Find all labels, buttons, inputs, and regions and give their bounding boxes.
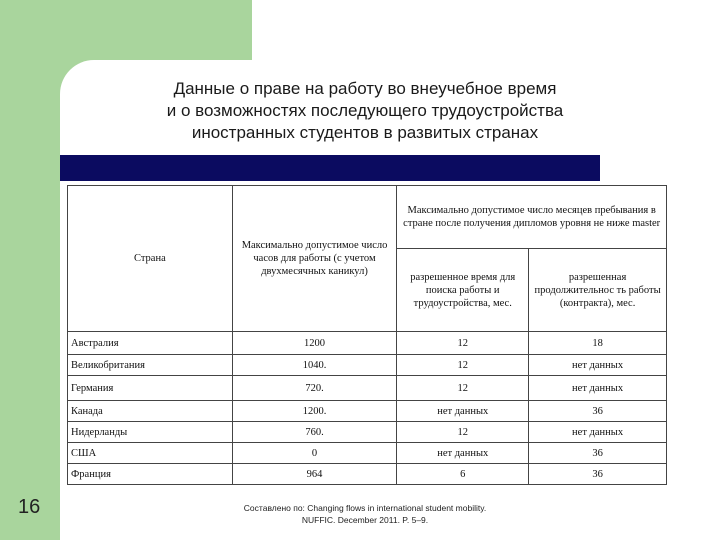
header-hours: Максимально допустимое число часов для работы (с учетом двухмесячных каникул) — [232, 186, 397, 332]
table-row — [68, 443, 667, 464]
table-row — [68, 422, 667, 443]
cell-work-contract: 36 — [529, 443, 667, 464]
title-line-3: иностранных студентов в развитых странах — [191, 123, 539, 142]
table-row — [68, 332, 667, 355]
cell-country: США — [68, 443, 233, 464]
cell-country: Канада — [68, 401, 233, 422]
cell-hours: 1200. — [232, 401, 397, 422]
header-work-contract: разрешенная продолжительнос ть работы (контракта), мес. — [529, 249, 667, 332]
title-underline-bar — [60, 155, 600, 181]
cell-work-contract: нет данных — [529, 422, 667, 443]
cell-hours: 0 — [232, 443, 397, 464]
cell-job-search: нет данных — [397, 443, 529, 464]
cell-job-search: 12 — [397, 376, 529, 401]
cell-hours: 964 — [232, 464, 397, 485]
cell-country: Великобритания — [68, 355, 233, 376]
cell-country: Австралия — [68, 332, 233, 355]
cell-work-contract: 36 — [529, 464, 667, 485]
cell-work-contract: 36 — [529, 401, 667, 422]
title-line-2: и о возможностях последующего трудоустройства — [166, 101, 564, 120]
cell-country: Нидерланды — [68, 422, 233, 443]
cell-job-search: нет данных — [397, 401, 529, 422]
cell-job-search: 12 — [397, 422, 529, 443]
table-row — [68, 376, 667, 401]
header-country: Страна — [68, 186, 233, 332]
table-row — [68, 464, 667, 485]
cell-country: Франция — [68, 464, 233, 485]
source-footnote — [210, 502, 520, 526]
header-job-search: разрешенное время для поиска работы и трудоустройства, мес. — [397, 249, 529, 332]
page-number: 16 — [18, 496, 41, 518]
cell-hours: 1040. — [232, 355, 397, 376]
cell-job-search: 12 — [397, 332, 529, 355]
footnote-line-2: NUFFIC. December 2011. P. 5–9. — [301, 515, 429, 525]
cell-work-contract: нет данных — [529, 355, 667, 376]
cell-hours: 1200 — [232, 332, 397, 355]
footnote-line-1: Составлено по: Changing flows in international student mobility. — [243, 503, 487, 513]
header-months-group: Максимально допустимое число месяцев пребывания в стране после получения дипломов уровня не ниже master — [397, 186, 667, 249]
data-table-container — [67, 185, 667, 495]
cell-hours: 720. — [232, 376, 397, 401]
title-line-1: Данные о праве на работу во внеучебное время — [173, 79, 557, 98]
slide-title — [100, 78, 630, 144]
table-row — [68, 401, 667, 422]
cell-hours: 760. — [232, 422, 397, 443]
cell-work-contract: 18 — [529, 332, 667, 355]
cell-country: Германия — [68, 376, 233, 401]
cell-job-search: 6 — [397, 464, 529, 485]
table-row — [68, 355, 667, 376]
work-rights-table — [67, 185, 667, 485]
cell-work-contract: нет данных — [529, 376, 667, 401]
cell-job-search: 12 — [397, 355, 529, 376]
